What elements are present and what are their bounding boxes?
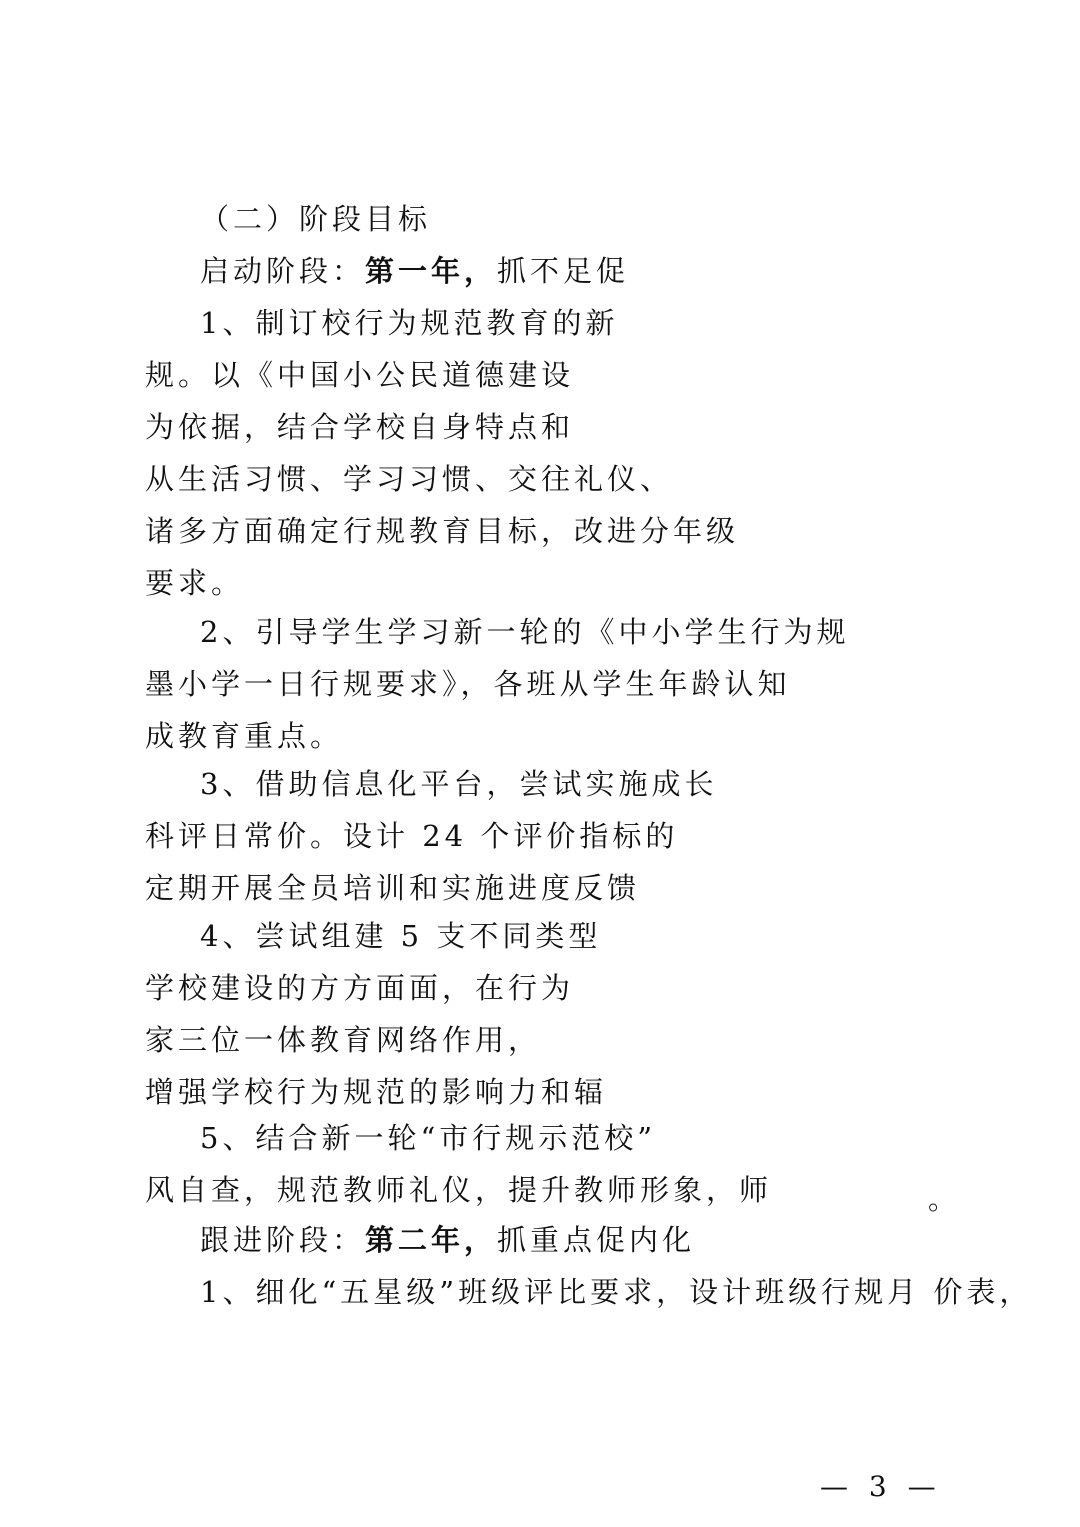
paragraph-line: 要求。	[145, 566, 245, 600]
trailing-period: 。	[928, 1183, 957, 1216]
section-heading: （二）阶段目标	[200, 202, 432, 236]
paragraph-line: 3、借助信息化平台，尝试实施成长	[200, 767, 718, 801]
phase-focus: 抓不足促	[497, 254, 630, 288]
paragraph-line: 家三位一体教育网络作用，	[145, 1023, 542, 1057]
paragraph-line: 诸多方面确定行规教育目标，改进分年级	[145, 514, 740, 548]
paragraph-line: 从生活习惯、学习习惯、交往礼仪、	[145, 462, 674, 496]
paragraph-line: 2、引导学生学习新一轮的《中小学生行为规	[200, 615, 850, 649]
paragraph-line: 学校建设的方方面面，在行为	[145, 971, 575, 1005]
paragraph-line: 风自查，规范教师礼仪，提升教师形象，师	[145, 1173, 773, 1207]
paragraph-line: 1、制订校行为规范教育的新	[200, 306, 619, 340]
paragraph-line: 4、尝试组建 5 支不同类型	[200, 919, 602, 953]
phase-heading-start	[200, 251, 629, 291]
paragraph-line: 为依据，结合学校自身特点和	[145, 410, 575, 444]
paragraph-line: 规。以《中国小公民道德建设	[145, 358, 575, 392]
phase-heading-follow	[200, 1220, 695, 1260]
phase-year: 第二年，	[365, 1223, 498, 1257]
paragraph-line: 增强学校行为规范的影响力和辐	[145, 1075, 608, 1109]
phase-label: 启动阶段：	[200, 254, 366, 288]
page-number: — 3 —	[820, 1470, 942, 1503]
paragraph-line: 1、细化“五星级”班级评比要求，设计班级行规月 价表，	[200, 1275, 1033, 1309]
phase-label: 跟进阶段：	[200, 1223, 366, 1257]
paragraph-line: 墨小学一日行规要求》，各班从学生年龄认知	[145, 667, 791, 701]
phase-focus: 抓重点促内化	[497, 1223, 696, 1257]
phase-year: 第一年，	[365, 254, 498, 288]
paragraph-line: 定期开展全员培训和实施进度反馈	[145, 871, 641, 905]
paragraph-line: 5、结合新一轮“市行规示范校”	[200, 1121, 657, 1155]
paragraph-line: 成教育重点。	[145, 719, 344, 753]
paragraph-line: 科评日常价。设计 24 个评价指标的	[145, 819, 679, 853]
